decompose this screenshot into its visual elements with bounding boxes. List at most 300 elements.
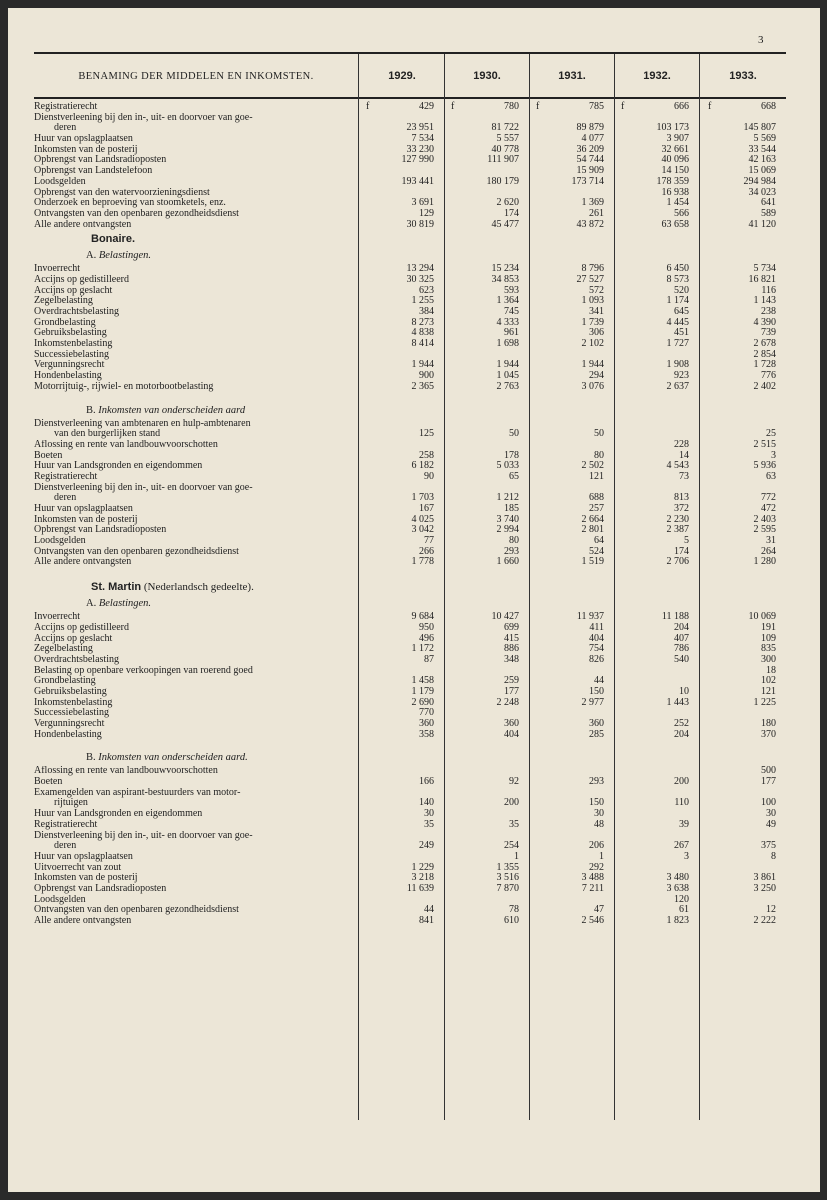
table-row <box>8 895 820 906</box>
row-label: Accijns op gedistilleerd <box>34 622 129 633</box>
row-label: Dienstverleening bij den in-, uit- en doorvoer van goe- <box>34 830 253 841</box>
cell-value: 360 <box>504 718 519 729</box>
row-label: Boeten <box>34 777 63 788</box>
cell-value: 200 <box>674 776 689 788</box>
row-label: Huur van opslagplaatsen <box>34 851 133 862</box>
cell-value: 1 369 <box>581 197 604 209</box>
cell-value: 1 739 <box>581 316 604 328</box>
row-label: deren <box>54 841 77 852</box>
cell-value: 11 639 <box>406 882 434 894</box>
row-label: Hondenbelasting <box>34 371 102 382</box>
cell-value: 4 333 <box>496 316 519 328</box>
table-row <box>8 296 820 307</box>
cell-value: 3 516 <box>496 872 519 884</box>
cell-value: 3 638 <box>666 882 689 894</box>
subsection-title <box>8 403 820 419</box>
cell-value: 16 821 <box>748 273 776 285</box>
cell-value: 1 <box>599 850 604 862</box>
subsection-letter: B. <box>86 752 99 764</box>
row-label: Zegelbelasting <box>34 296 93 307</box>
row-label: Grondbelasting <box>34 317 96 328</box>
cell-value: 1 727 <box>666 338 689 350</box>
row-label: Aflossing en rente van landbouwvoorschotten <box>34 439 218 450</box>
row-label: Onderzoek en beproeving van stoomketels, enz. <box>34 198 226 209</box>
cell-value: 100 <box>761 797 776 809</box>
cell-value: 2 678 <box>753 338 776 350</box>
currency-symbol: f <box>536 101 540 112</box>
row-label: Ontvangsten van den openbaren gezondheidsdienst <box>34 546 239 557</box>
cell-value: 2 222 <box>753 915 776 926</box>
spacer <box>8 568 820 578</box>
table-row <box>8 905 820 916</box>
currency-symbol: f <box>366 101 370 112</box>
cell-value: 5 557 <box>496 133 519 145</box>
cell-value: 292 <box>589 861 604 873</box>
cell-value: 7 211 <box>581 882 604 894</box>
cell-value: 87 <box>424 653 434 665</box>
cell-value: 589 <box>761 207 776 219</box>
cell-value: 3 076 <box>581 380 604 392</box>
cell-value: 776 <box>761 370 776 382</box>
cell-value: 411 <box>589 621 604 633</box>
table-row <box>8 916 820 927</box>
row-label: Gebruiksbelasting <box>34 328 107 339</box>
cell-value: 835 <box>761 643 776 655</box>
row-label: Loodsgelden <box>34 536 86 547</box>
cell-value: 3 861 <box>753 872 776 884</box>
cell-value: 524 <box>589 545 604 557</box>
cell-value: 45 477 <box>491 218 519 230</box>
subsection-title-text <box>86 248 151 264</box>
currency-symbol: f <box>708 101 712 112</box>
row-label: Opbrengst van Landstelefoon <box>34 166 153 177</box>
column-header-1931: 1931. <box>558 70 586 82</box>
cell-value: 2 977 <box>581 696 604 708</box>
cell-value: 44 <box>424 904 434 916</box>
cell-value: 32 661 <box>661 143 689 155</box>
table-row <box>8 708 820 719</box>
column-header-1929: 1929. <box>388 70 416 82</box>
cell-value: 204 <box>674 728 689 740</box>
cell-value: 348 <box>504 653 519 665</box>
table-row <box>8 493 820 504</box>
cell-value: 257 <box>589 503 604 514</box>
cell-value: 786 <box>674 643 689 655</box>
cell-value: 15 069 <box>748 165 776 177</box>
table-row <box>8 809 820 820</box>
cell-value: 496 <box>419 632 434 644</box>
row-label: Accijns op geslacht <box>34 633 113 644</box>
cell-value: 645 <box>674 306 689 317</box>
cell-value: 49 <box>766 818 776 830</box>
cell-value: 77 <box>424 535 434 547</box>
section-title <box>8 578 820 596</box>
cell-value: 950 <box>419 621 434 633</box>
cell-value: 566 <box>674 207 689 219</box>
cell-value: 206 <box>589 840 604 852</box>
cell-value: 81 722 <box>491 122 519 134</box>
cell-value: 61 <box>679 904 689 916</box>
cell-value: 78 <box>509 904 519 916</box>
table-row <box>8 382 820 393</box>
table-row <box>8 177 820 188</box>
cell-value: 47 <box>594 904 604 916</box>
cell-value: 2 546 <box>581 915 604 926</box>
row-label: Opbrengst van Landsradioposten <box>34 525 167 536</box>
row-label: Successiebelasting <box>34 708 109 719</box>
cell-value: 65 <box>509 470 519 482</box>
cell-value: 2 801 <box>581 524 604 536</box>
row-label: Registratierecht <box>34 471 98 482</box>
cell-value: 1 458 <box>411 675 434 687</box>
table-row <box>8 798 820 809</box>
cell-value: 300 <box>761 653 776 665</box>
table-row <box>8 209 820 220</box>
cell-value: 15 234 <box>491 263 519 275</box>
cell-value: 3 691 <box>411 197 434 209</box>
cell-value: 267 <box>674 840 689 852</box>
cell-value: 16 938 <box>661 186 689 198</box>
cell-value: 110 <box>674 797 689 809</box>
cell-value: 266 <box>419 545 434 557</box>
row-label: Inkomsten van de posterij <box>34 144 138 155</box>
cell-value: 42 163 <box>748 154 776 166</box>
cell-value: 813 <box>674 492 689 504</box>
cell-value: 261 <box>589 207 604 219</box>
row-label: Inkomsten van de posterij <box>34 514 138 525</box>
row-label: Invoerrecht <box>34 612 81 623</box>
cell-value: 111 907 <box>487 154 519 166</box>
cell-value: 174 <box>504 207 519 219</box>
cell-value: 36 209 <box>576 143 604 155</box>
header-top-rule <box>34 52 786 54</box>
cell-value: 572 <box>589 284 604 296</box>
subsection-letter: B. <box>86 404 99 416</box>
cell-value: 294 <box>589 370 604 382</box>
cell-value: 167 <box>419 503 434 514</box>
cell-value: 30 <box>594 808 604 820</box>
cell-value: 306 <box>589 327 604 339</box>
cell-value: 1 443 <box>666 696 689 708</box>
row-label: Registratierecht <box>34 819 98 830</box>
cell-value: 191 <box>761 621 776 633</box>
cell-value: 285 <box>589 728 604 740</box>
cell-value: 900 <box>419 370 434 382</box>
cell-value: 886 <box>504 643 519 655</box>
row-label: Opbrengst van Landsradioposten <box>34 155 167 166</box>
cell-value: 92 <box>509 776 519 788</box>
cell-value: 3 218 <box>411 872 434 884</box>
table-row <box>8 360 820 371</box>
cell-value: 1 728 <box>753 359 776 371</box>
cell-value: 177 <box>761 776 776 788</box>
cell-value: 2 102 <box>581 338 604 350</box>
subsection-title <box>8 596 820 612</box>
cell-value: 7 534 <box>411 133 434 145</box>
row-label: Alle andere ontvangsten <box>34 916 132 926</box>
cell-value: 10 <box>679 685 689 697</box>
cell-value: 23 951 <box>406 122 434 134</box>
row-label: Opbrengst van den watervoorzieningsdienst <box>34 187 210 198</box>
cell-value: 668 <box>761 101 776 112</box>
subsection-title <box>8 248 820 264</box>
page-number: 3 <box>758 34 764 46</box>
cell-value: 1 364 <box>496 295 519 307</box>
row-label: Inkomsten van de posterij <box>34 873 138 884</box>
cell-value: 3 480 <box>666 872 689 884</box>
column-header-1933: 1933. <box>729 70 757 82</box>
cell-value: 4 543 <box>666 460 689 472</box>
table-row <box>8 698 820 709</box>
cell-value: 1 <box>514 850 519 862</box>
cell-value: 9 684 <box>411 611 434 623</box>
cell-value: 80 <box>509 535 519 547</box>
cell-value: 4 838 <box>411 327 434 339</box>
cell-value: 404 <box>504 728 519 740</box>
cell-value: 961 <box>504 327 519 339</box>
cell-value: 8 <box>771 850 776 862</box>
cell-value: 754 <box>589 643 604 655</box>
cell-value: 2 387 <box>666 524 689 536</box>
cell-value: 116 <box>761 284 776 296</box>
cell-value: 8 573 <box>666 273 689 285</box>
table-row <box>8 788 820 799</box>
header-bottom-rule <box>34 97 786 99</box>
cell-value: 1 174 <box>666 295 689 307</box>
cell-value: 2 664 <box>581 513 604 525</box>
row-label: deren <box>54 493 77 504</box>
cell-value: 375 <box>761 840 776 852</box>
subsection-name: Inkomsten van onderscheiden aard. <box>98 752 248 764</box>
cell-value: 109 <box>761 632 776 644</box>
cell-value: 1 179 <box>411 685 434 697</box>
cell-value: 1 280 <box>753 556 776 568</box>
cell-value: 63 <box>766 470 776 482</box>
row-label: Overdrachtsbelasting <box>34 307 119 317</box>
subsection-title-text <box>86 596 151 612</box>
cell-value: 40 778 <box>491 143 519 155</box>
cell-value: 238 <box>761 306 776 317</box>
cell-value: 1 698 <box>496 338 519 350</box>
cell-value: 745 <box>504 306 519 317</box>
cell-value: 1 778 <box>411 556 434 568</box>
section-title-text <box>91 578 254 596</box>
cell-value: 204 <box>674 621 689 633</box>
cell-value: 404 <box>589 632 604 644</box>
row-label: Successiebelasting <box>34 349 109 360</box>
cell-value: 145 807 <box>743 122 776 134</box>
cell-value: 2 402 <box>753 380 776 392</box>
table-row <box>8 440 820 451</box>
row-label: rijtuigen <box>54 798 88 809</box>
section-name: St. Martin <box>91 581 142 594</box>
row-label: Overdrachtsbelasting <box>34 654 119 665</box>
cell-value: 3 042 <box>411 524 434 536</box>
cell-value: 10 069 <box>748 611 776 623</box>
cell-value: 1 229 <box>411 861 434 873</box>
spacer <box>8 393 820 403</box>
cell-value: 3 250 <box>753 882 776 894</box>
cell-value: 3 488 <box>581 872 604 884</box>
cell-value: 294 984 <box>743 175 776 187</box>
cell-value: 258 <box>419 449 434 461</box>
cell-value: 1 944 <box>411 359 434 371</box>
subsection-letter: A. <box>86 250 99 262</box>
section-title-text <box>91 230 135 248</box>
row-label: Opbrengst van Landsradioposten <box>34 883 167 894</box>
row-label: Motorrijtuig-, rijwiel- en motorbootbelasting <box>34 381 214 392</box>
cell-value: 2 230 <box>666 513 689 525</box>
cell-value: 2 365 <box>411 380 434 392</box>
row-label: Vergunningsrecht <box>34 719 105 729</box>
row-label: Ontvangsten van den openbaren gezondheidsdienst <box>34 208 239 219</box>
subsection-title <box>8 750 820 766</box>
row-label: Aflossing en rente van landbouwvoorschotten <box>34 766 218 777</box>
cell-value: 699 <box>504 621 519 633</box>
cell-value: 11 188 <box>661 611 689 623</box>
cell-value: 2 595 <box>753 524 776 536</box>
cell-value: 15 909 <box>576 165 604 177</box>
cell-value: 31 <box>766 535 776 547</box>
cell-value: 27 527 <box>576 273 604 285</box>
cell-value: 6 450 <box>666 263 689 275</box>
table-row <box>8 155 820 166</box>
cell-value: 33 544 <box>748 143 776 155</box>
cell-value: 121 <box>589 470 604 482</box>
cell-value: 40 096 <box>661 154 689 166</box>
cell-value: 2 403 <box>753 513 776 525</box>
cell-value: 5 569 <box>753 133 776 145</box>
cell-value: 150 <box>589 685 604 697</box>
cell-value: 641 <box>761 197 776 209</box>
cell-value: 14 150 <box>661 165 689 177</box>
table-row <box>8 525 820 536</box>
cell-value: 451 <box>674 327 689 339</box>
currency-symbol: f <box>451 101 455 112</box>
cell-value: 293 <box>589 776 604 788</box>
column-header-label: BENAMING DER MIDDELEN EN INKOMSTEN. <box>78 70 314 82</box>
cell-value: 1 519 <box>581 556 604 568</box>
cell-value: 4 077 <box>581 133 604 145</box>
cell-value: 1 454 <box>666 197 689 209</box>
table-row <box>8 644 820 655</box>
cell-value: 180 179 <box>486 175 519 187</box>
cell-value: 2 502 <box>581 460 604 472</box>
cell-value: 780 <box>504 101 519 112</box>
cell-value: 1 255 <box>411 295 434 307</box>
table-row <box>8 220 820 231</box>
cell-value: 90 <box>424 470 434 482</box>
cell-value: 3 907 <box>666 133 689 145</box>
cell-value: 360 <box>419 718 434 729</box>
cell-value: 10 427 <box>491 611 519 623</box>
cell-value: 64 <box>594 535 604 547</box>
cell-value: 384 <box>419 306 434 317</box>
cell-value: 30 325 <box>406 273 434 285</box>
cell-value: 125 <box>419 428 434 440</box>
subsection-title-text <box>86 750 248 766</box>
row-label: Registratierecht <box>34 102 98 112</box>
cell-value: 6 182 <box>411 460 434 472</box>
cell-value: 1 225 <box>753 696 776 708</box>
row-label: Huur van Landsgronden en eigendommen <box>34 461 203 472</box>
cell-value: 1 944 <box>496 359 519 371</box>
cell-value: 1 093 <box>581 295 604 307</box>
section-name: Bonaire. <box>91 233 136 246</box>
cell-value: 249 <box>419 840 434 852</box>
row-label: Dienstverleening bij den in-, uit- en doorvoer van goe- <box>34 482 253 493</box>
cell-value: 80 <box>594 449 604 461</box>
cell-value: 923 <box>674 370 689 382</box>
row-label: Grondbelasting <box>34 676 96 687</box>
cell-value: 13 294 <box>406 263 434 275</box>
cell-value: 4 445 <box>666 316 689 328</box>
cell-value: 1 172 <box>411 643 434 655</box>
cell-value: 7 870 <box>496 882 519 894</box>
row-label: Examengelden van aspirant-bestuurders van motor- <box>34 787 241 798</box>
table-row <box>8 339 820 350</box>
row-label: Inkomstenbelasting <box>34 697 113 708</box>
cell-value: 372 <box>674 503 689 514</box>
cell-value: 1 703 <box>411 492 434 504</box>
cell-value: 129 <box>419 207 434 219</box>
cell-value: 150 <box>589 797 604 809</box>
table-row <box>8 102 820 113</box>
cell-value: 73 <box>679 470 689 482</box>
cell-value: 50 <box>509 428 519 440</box>
cell-value: 1 355 <box>496 861 519 873</box>
table-row <box>8 461 820 472</box>
cell-value: 623 <box>419 284 434 296</box>
cell-value: 610 <box>504 915 519 926</box>
table-row <box>8 852 820 863</box>
cell-value: 2 620 <box>496 197 519 209</box>
cell-value: 360 <box>589 718 604 729</box>
cell-value: 63 658 <box>661 218 689 230</box>
cell-value: 2 854 <box>753 348 776 360</box>
cell-value: 1 823 <box>666 915 689 926</box>
row-label: Loodsgelden <box>34 894 86 905</box>
cell-value: 370 <box>761 728 776 740</box>
cell-value: 264 <box>761 545 776 557</box>
cell-value: 772 <box>761 492 776 504</box>
cell-value: 688 <box>589 492 604 504</box>
cell-value: 5 <box>684 535 689 547</box>
cell-value: 12 <box>766 904 776 916</box>
cell-value: 254 <box>504 840 519 852</box>
row-label: Uitvoerrecht van zout <box>34 862 122 873</box>
cell-value: 785 <box>589 101 604 112</box>
table-row <box>8 831 820 842</box>
cell-value: 2 994 <box>496 524 519 536</box>
table-row <box>8 777 820 788</box>
table-row <box>8 655 820 666</box>
row-label: Gebruiksbelasting <box>34 686 107 697</box>
cell-value: 1 045 <box>496 370 519 382</box>
cell-value: 841 <box>419 915 434 926</box>
cell-value: 102 <box>761 675 776 687</box>
cell-value: 11 937 <box>576 611 604 623</box>
row-label: Hondenbelasting <box>34 729 102 740</box>
cell-value: 200 <box>504 797 519 809</box>
document-page <box>8 8 820 1192</box>
cell-value: 2 248 <box>496 696 519 708</box>
cell-value: 30 <box>766 808 776 820</box>
row-label: Accijns op gedistilleerd <box>34 274 129 285</box>
cell-value: 174 <box>674 545 689 557</box>
row-label: Boeten <box>34 450 63 461</box>
cell-value: 185 <box>504 503 519 514</box>
